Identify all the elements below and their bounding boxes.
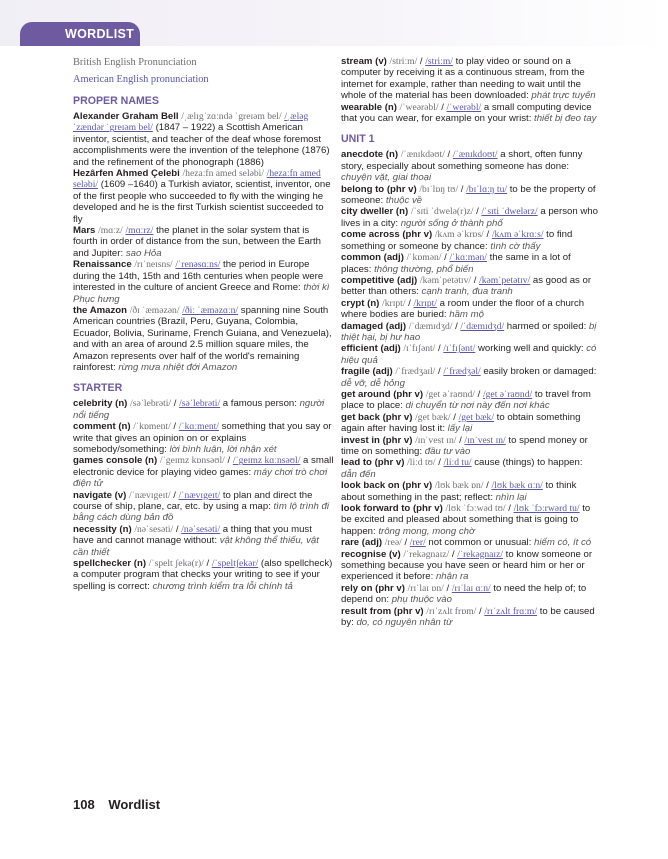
wordlist-entry bbox=[341, 343, 600, 366]
wordlist-tab: WORDLIST bbox=[20, 22, 140, 46]
headword: look back on (phr v) bbox=[341, 480, 433, 492]
vietnamese-translation: bị thiệt hại, bị hư hao bbox=[341, 320, 597, 343]
definition: a small electronic device for playing video games: bbox=[73, 455, 334, 478]
british-pronunciation: /ˈkɒment/ bbox=[133, 421, 171, 433]
headword: Hezârfen Ahmed Çelebi bbox=[73, 168, 180, 180]
british-pronunciation: /ˈkɒmən/ bbox=[406, 252, 442, 264]
pronunciation-separator: / bbox=[438, 101, 447, 113]
vietnamese-translation: người sống ở thành phố bbox=[400, 217, 503, 229]
pronunciation-separator: / bbox=[435, 343, 444, 355]
vietnamese-translation: chuyện vặt, giai thoại bbox=[341, 172, 432, 184]
british-pronunciation: /lʊk ˈfɔːwəd tʊ/ bbox=[445, 503, 506, 515]
vietnamese-translation: phát trực tuyến bbox=[531, 90, 596, 102]
british-pronunciation: /bɪˈlɒŋ tʊ/ bbox=[419, 183, 459, 195]
wordlist-entry bbox=[341, 149, 600, 183]
british-pronunciation: /ˈnævɪgeɪt/ bbox=[129, 489, 171, 501]
american-pronunciation: /hezaːfn amed seləbi/ bbox=[73, 168, 321, 191]
vietnamese-translation: tìm lộ trình đi bằng cách dùng bản đồ bbox=[73, 501, 329, 524]
headword: fragile (adj) bbox=[341, 366, 393, 378]
pronunciation-separator: / bbox=[456, 434, 465, 446]
british-pronunciation: /ɪnˈvest ɪn/ bbox=[415, 434, 457, 446]
british-pronunciation: /hezaːfn amed seləbi/ bbox=[182, 168, 264, 180]
british-pronunciation: /get əˈraʊnd/ bbox=[425, 388, 475, 400]
left-column bbox=[73, 56, 335, 592]
american-pronunciation: /rɪˈlaɪ ɑːn/ bbox=[451, 582, 491, 594]
wordlist-entry bbox=[341, 537, 600, 548]
headword: navigate (v) bbox=[73, 489, 127, 501]
vietnamese-translation: lời bình luận, lời nhận xét bbox=[169, 443, 277, 455]
definition: as good as or better than others: bbox=[341, 274, 592, 298]
wordlist-entry bbox=[341, 457, 600, 480]
vietnamese-translation: thiết bị đeo tay bbox=[534, 113, 597, 125]
vietnamese-translation: người nổi tiếng bbox=[73, 398, 325, 421]
pronunciation-separator: / bbox=[170, 421, 179, 433]
definition: to be the property of someone: bbox=[341, 183, 596, 207]
american-pronunciation: /get əˈraʊnd/ bbox=[482, 388, 533, 400]
wordlist-entry bbox=[341, 229, 600, 252]
vietnamese-translation: máy chơi trò chơi điện tử bbox=[73, 466, 328, 490]
headword: competitive (adj) bbox=[341, 274, 418, 286]
american-pronunciation: /liːd tu/ bbox=[443, 457, 472, 469]
wordlist-entry bbox=[73, 168, 335, 225]
british-pronunciation: /ˈgeɪmz kɒnsəʊl/ bbox=[159, 455, 225, 467]
british-pronunciation: /ɪˈfɪʃənt/ bbox=[403, 343, 436, 355]
definition: to know someone or something because you have seen or heard him or her or experienced it before: bbox=[341, 548, 593, 583]
pronunciation-legend bbox=[73, 56, 335, 86]
vietnamese-translation: cạnh tranh, đua tranh bbox=[421, 286, 513, 298]
vietnamese-translation: chương trình kiểm tra lỗi chính tả bbox=[152, 580, 293, 592]
american-pronunciation: /ˈspeltʃekər/ bbox=[211, 558, 259, 570]
headword: recognise (v) bbox=[341, 548, 401, 560]
wordlist-entry bbox=[341, 252, 600, 275]
pronunciation-separator: / bbox=[450, 411, 459, 423]
definition: a short, often funny story, especially about something someone has done: bbox=[341, 149, 583, 172]
definition: to need the help of; to depend on: bbox=[341, 582, 587, 606]
wordlist-entry bbox=[341, 321, 600, 344]
vietnamese-translation: lấy lại bbox=[447, 423, 473, 435]
vietnamese-translation: nhận ra bbox=[435, 571, 469, 583]
definition: to obtain something again after having lost it: bbox=[341, 411, 581, 435]
definition: a person who lives in a city: bbox=[341, 206, 598, 229]
vietnamese-translation: sao Hỏa bbox=[125, 247, 162, 259]
american-pronunciation: /ˈrenəsɑːns/ bbox=[175, 259, 221, 271]
wordlist-entry bbox=[73, 524, 335, 558]
british-pronunciation: /kʌm əˈkrɒs/ bbox=[434, 229, 484, 241]
headword: necessity (n) bbox=[73, 523, 132, 535]
definition: (1609 –1640) a Turkish aviator, scientist, inventor, one of the first people who succeeded to fly with the winging he developed and he is the first Turkish scientist succeeded to fly bbox=[73, 179, 331, 225]
american-pronunciation: /ɪnˈvest ɪn/ bbox=[464, 434, 506, 446]
wordlist-entry bbox=[341, 206, 600, 229]
american-pronunciation: /ˈfrædʒəl/ bbox=[443, 366, 481, 378]
headword: damaged (adj) bbox=[341, 320, 407, 332]
vietnamese-translation: hầm mộ bbox=[449, 309, 484, 321]
vietnamese-translation: rừng mưa nhiệt đới Amazon bbox=[118, 361, 238, 373]
left-entry-list bbox=[73, 95, 335, 592]
vietnamese-translation: phụ thuộc vào bbox=[391, 594, 452, 606]
pronunciation-separator: / bbox=[452, 320, 461, 332]
definition: a room under the floor of a church where bodies are buried: bbox=[341, 297, 585, 321]
british-pronunciation: /rɪˈneɪsns/ bbox=[134, 259, 173, 271]
vietnamese-translation: thông thường, phổ biến bbox=[374, 263, 474, 275]
wordlist-entry bbox=[73, 490, 335, 524]
section-heading: PROPER NAMES bbox=[73, 95, 159, 107]
vietnamese-translation: vật không thể thiếu, vật cần thiết bbox=[73, 535, 319, 558]
pronunciation-separator: / bbox=[441, 252, 450, 264]
american-pronunciation: /ˈgeɪmz kɑːnsəʊl/ bbox=[232, 455, 301, 467]
vietnamese-translation: thời kì Phục hưng bbox=[73, 282, 330, 305]
definition: the same in a lot of places: bbox=[341, 252, 571, 275]
pronunciation-separator: / bbox=[170, 489, 179, 501]
american-pronunciation: /ˈnævɪgeɪt/ bbox=[178, 489, 221, 501]
wordlist-entry bbox=[73, 111, 335, 168]
british-pronunciation: /get bæk/ bbox=[415, 411, 451, 423]
british-pronunciation: /mɑːz/ bbox=[98, 225, 123, 237]
pronunciation-separator: / bbox=[224, 455, 233, 467]
british-pronunciation: /ˈfrædʒaɪl/ bbox=[395, 366, 436, 378]
american-pronunciation: /rɪˈzʌlt frɑːm/ bbox=[484, 605, 538, 617]
wordlist-entry bbox=[73, 398, 335, 421]
vietnamese-translation: dẫn đến bbox=[341, 468, 376, 480]
wordlist-entry bbox=[73, 455, 335, 489]
headword: invest in (phr v) bbox=[341, 434, 413, 446]
american-pronunciation: /kʌm əˈkrɑːs/ bbox=[491, 229, 544, 241]
vietnamese-translation: thuộc về bbox=[385, 195, 423, 207]
wordlist-entry bbox=[341, 549, 600, 583]
british-pronunciation: /striːm/ bbox=[389, 56, 418, 67]
pronunciation-separator: / bbox=[435, 457, 444, 469]
wordlist-entry bbox=[73, 558, 335, 592]
headword: Mars bbox=[73, 225, 96, 237]
wordlist-entry bbox=[341, 583, 600, 606]
wordlist-entry bbox=[341, 435, 600, 458]
american-pronunciation: /kəmˈpetətɪv/ bbox=[479, 274, 531, 286]
pronunciation-separator: / bbox=[443, 582, 452, 594]
british-pronunciation: /ðɪ ˈæməzən/ bbox=[129, 304, 180, 316]
headword: get around (phr v) bbox=[341, 388, 424, 400]
headword: rare (adj) bbox=[341, 537, 383, 549]
definition: to plan and direct the course of ship, plane, car, etc. by using a map: bbox=[73, 489, 313, 512]
british-pronunciation: /ˈweərəbl/ bbox=[399, 101, 439, 113]
american-pronunciation: /lʊk ˈfɔːrwərd tu/ bbox=[513, 503, 580, 515]
headword: crypt (n) bbox=[341, 297, 380, 309]
american-pronunciation: /ðiː ˈæməzɑːn/ bbox=[182, 304, 239, 316]
british-pronunciation: /ˈspelt ʃekə(r)/ bbox=[148, 558, 204, 570]
headword: celebrity (n) bbox=[73, 398, 128, 410]
definition: spanning nine South American countries (Brazil, Peru, Guyana, Colombia, Ecuador, Bolivia, Suriname, French Guiana, and Venezuela), and with an area of around 2.5 million square miles, the Amazon represents over half of the world's remaining rainforest: bbox=[73, 304, 332, 373]
vietnamese-translation: tình cờ thấy bbox=[490, 240, 541, 252]
definition: the period in Europe during the 14th, 15th and 16th centuries when people were interested in the culture of ancient Greece and Rome: bbox=[73, 259, 324, 294]
definition: to spend money or time on something: bbox=[341, 434, 588, 457]
vietnamese-translation: dễ vỡ, dễ hỏng bbox=[341, 377, 405, 389]
headword: city dweller (n) bbox=[341, 206, 409, 218]
wordlist-entry bbox=[73, 259, 335, 305]
footer-section-label: Wordlist bbox=[108, 797, 161, 812]
american-pronunciation: /lʊk bæk ɑːn/ bbox=[491, 480, 543, 492]
definition: to travel from place to place: bbox=[341, 388, 591, 412]
pronunciation-separator: / bbox=[471, 274, 480, 286]
definition: easily broken or damaged: bbox=[480, 366, 597, 378]
definition: to be caused by: bbox=[341, 605, 595, 629]
legend-british: British English Pronunciation bbox=[73, 57, 197, 68]
american-pronunciation: /krɪpt/ bbox=[413, 297, 437, 309]
british-pronunciation: /kəmˈpetətɪv/ bbox=[419, 274, 472, 286]
vietnamese-translation: di chuyển từ nơi này đến nơi khác bbox=[405, 400, 550, 412]
american-pronunciation: /ˈænɪkdoʊt/ bbox=[452, 149, 498, 161]
pronunciation-separator: / bbox=[458, 183, 467, 195]
american-pronunciation: /ˈrekəgnaɪz/ bbox=[457, 548, 504, 560]
right-column bbox=[341, 56, 600, 629]
pronunciation-separator: / bbox=[171, 398, 180, 410]
pronunciation-separator: / bbox=[417, 56, 426, 67]
pronunciation-separator: / bbox=[173, 523, 182, 535]
wordlist-entry bbox=[341, 389, 600, 412]
page-footer bbox=[73, 797, 160, 812]
definition: harmed or spoiled: bbox=[504, 320, 589, 332]
vietnamese-translation: hiếm có, ít có bbox=[534, 537, 592, 549]
british-pronunciation: /lʊk bæk ɒn/ bbox=[434, 480, 484, 492]
vietnamese-translation: đầu tư vào bbox=[424, 446, 471, 457]
pronunciation-separator: / bbox=[401, 537, 410, 549]
headword: anecdote (n) bbox=[341, 149, 399, 161]
headword: rely on (phr v) bbox=[341, 582, 405, 594]
definition: (also spellcheck) a computer program that checks your writing to see if your spelling is correct: bbox=[73, 558, 333, 592]
headword: belong to (phr v) bbox=[341, 183, 417, 195]
headword: Alexander Graham Bell bbox=[73, 111, 179, 122]
definition: a thing that you must have and cannot manage without: bbox=[73, 523, 312, 547]
american-pronunciation: /get bæk/ bbox=[458, 411, 495, 423]
headword: efficient (adj) bbox=[341, 343, 401, 355]
legend-american: American English pronunciation bbox=[73, 74, 209, 85]
section-heading: UNIT 1 bbox=[341, 133, 375, 146]
british-pronunciation: /ˈrekəgnaɪz/ bbox=[403, 548, 450, 560]
headword: stream (v) bbox=[341, 56, 387, 67]
headword: common (adj) bbox=[341, 252, 404, 264]
american-pronunciation: /rer/ bbox=[409, 537, 426, 549]
wordlist-entry bbox=[73, 305, 335, 373]
pronunciation-separator: / bbox=[473, 206, 482, 218]
british-pronunciation: /ˌælɪgˈzɑːndə ˈgreɪəm bel/ bbox=[181, 111, 282, 122]
pronunciation-separator: / bbox=[435, 366, 444, 378]
british-pronunciation: /nəˈsesəti/ bbox=[134, 523, 174, 535]
wordlist-entry bbox=[341, 366, 600, 389]
pronunciation-separator: / bbox=[483, 229, 492, 241]
headword: comment (n) bbox=[73, 421, 131, 433]
pronunciation-separator: / bbox=[474, 388, 483, 400]
british-pronunciation: /səˈlebrəti/ bbox=[130, 398, 172, 410]
vietnamese-translation: nhìn lại bbox=[495, 491, 527, 503]
wordlist-entry bbox=[341, 606, 600, 629]
american-pronunciation: /səˈlebrəti/ bbox=[179, 398, 221, 410]
headword: come across (phr v) bbox=[341, 229, 433, 241]
wordlist-entry bbox=[341, 275, 600, 298]
american-pronunciation: /mɑːrz/ bbox=[125, 225, 154, 237]
american-pronunciation: /ˈkɑːment/ bbox=[178, 421, 219, 433]
wordlist-entry bbox=[341, 102, 600, 125]
definition: (1847 – 1922) a Scottish American inventor, scientist, and teacher of the deaf whose foremost accomplishments were the invention of the telephone (1876) and the refinement of the phonograph (1886) bbox=[73, 122, 330, 168]
american-pronunciation: /bɪˈlɑːŋ tu/ bbox=[466, 183, 508, 195]
british-pronunciation: /rɪˈlaɪ ɒn/ bbox=[407, 582, 444, 594]
headword: get back (phr v) bbox=[341, 411, 413, 423]
definition: working well and quickly: bbox=[475, 343, 587, 355]
pronunciation-separator: / bbox=[483, 480, 492, 492]
definition: the planet in the solar system that is fourth in order of distance from the sun, between the Earth and Jupiter: bbox=[73, 225, 321, 259]
american-pronunciation: /ˈdæmɪdʒd/ bbox=[460, 320, 505, 332]
wordlist-entry bbox=[341, 298, 600, 321]
section-heading: STARTER bbox=[73, 382, 123, 395]
page-number: 108 bbox=[73, 797, 95, 812]
definition: cause (things) to happen: bbox=[471, 457, 583, 469]
american-pronunciation: /striːm/ bbox=[425, 56, 453, 67]
wordlist-entry bbox=[341, 412, 600, 435]
british-pronunciation: /krɪpt/ bbox=[382, 297, 406, 309]
pronunciation-separator: / bbox=[449, 548, 458, 560]
headword: result from (phr v) bbox=[341, 605, 424, 617]
american-pronunciation: /ɪˈfɪʃənt/ bbox=[443, 343, 476, 355]
headword: wearable (n) bbox=[341, 101, 397, 113]
wordlist-entry bbox=[341, 184, 600, 207]
wordlist-entry bbox=[73, 225, 335, 259]
wordlist-entry bbox=[73, 421, 335, 455]
headword: the Amazon bbox=[73, 304, 128, 316]
american-pronunciation: /nəˈsesəti/ bbox=[181, 523, 221, 535]
definition: to play video or sound on a computer by receiving it as a continuous stream, from the internet for example, rather than needing to wait until the whole of the material has been downloaded: bbox=[341, 56, 585, 102]
wordlist-entry bbox=[341, 480, 600, 503]
definition: a small computing device that you can wear, for example on your wrist: bbox=[341, 101, 592, 125]
wordlist-entry bbox=[341, 56, 600, 102]
definition: to find something or someone by chance: bbox=[341, 229, 573, 252]
definition: to be excited and pleased about something that is going to happen: bbox=[341, 503, 591, 537]
definition: something that you say or write that gives an opinion on or explains somebody/something: bbox=[73, 421, 332, 455]
headword: look forward to (phr v) bbox=[341, 503, 443, 515]
british-pronunciation: /reə/ bbox=[384, 537, 402, 549]
headword: Renaissance bbox=[73, 259, 132, 271]
british-pronunciation: /rɪˈzʌlt frɒm/ bbox=[426, 605, 477, 617]
vietnamese-translation: do, có nguyên nhân từ bbox=[356, 617, 453, 629]
headword: lead to (phr v) bbox=[341, 457, 405, 469]
british-pronunciation: /ˈsɪti ˈdwelə(r)z/ bbox=[410, 206, 474, 218]
british-pronunciation: /liːd tʊ/ bbox=[407, 457, 436, 469]
definition: to think about something in the past; reflect: bbox=[341, 480, 577, 503]
american-pronunciation: /ˌæləgˈzændər ˈgreɪəm bel/ bbox=[73, 111, 309, 134]
pronunciation-separator: / bbox=[405, 297, 414, 309]
british-pronunciation: /ˈænɪkdəʊt/ bbox=[400, 149, 445, 161]
right-entry-list bbox=[341, 56, 600, 629]
american-pronunciation: /ˈsɪti ˈdwelərz/ bbox=[481, 206, 538, 218]
definition: a famous person: bbox=[220, 398, 300, 410]
pronunciation-separator: / bbox=[444, 149, 453, 161]
headword: games console (n) bbox=[73, 455, 158, 467]
vietnamese-translation: có hiệu quả bbox=[341, 343, 597, 366]
british-pronunciation: /ˈdæmɪdʒd/ bbox=[408, 320, 453, 332]
pronunciation-separator: / bbox=[203, 558, 212, 570]
vietnamese-translation: trông mong, mong chờ bbox=[378, 525, 475, 537]
definition: not common or unusual: bbox=[425, 537, 535, 549]
american-pronunciation: /ˈwerəbl/ bbox=[446, 101, 482, 113]
pronunciation-separator: / bbox=[476, 605, 485, 617]
headword: spellchecker (n) bbox=[73, 558, 147, 570]
wordlist-entry bbox=[341, 503, 600, 537]
pronunciation-separator: / bbox=[505, 503, 514, 515]
american-pronunciation: /ˈkɑːmən/ bbox=[449, 252, 487, 264]
